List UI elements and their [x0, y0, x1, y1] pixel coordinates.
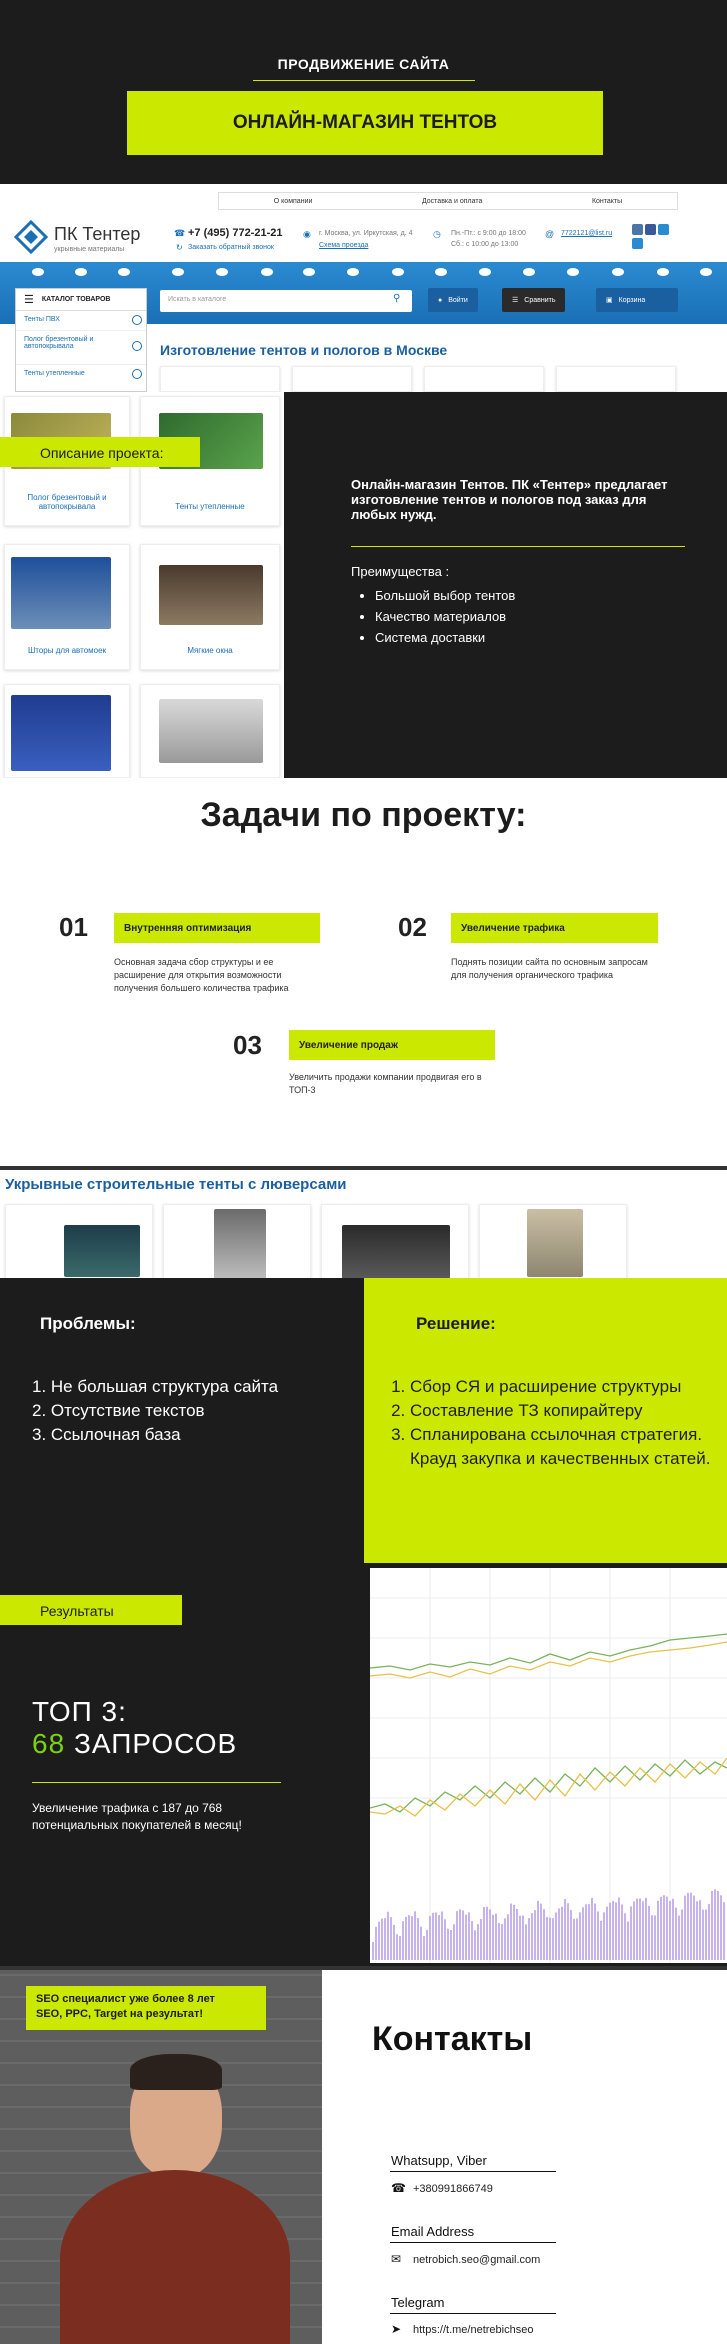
traffic-bar [603, 1912, 605, 1960]
site-phone[interactable]: +7 (495) 772-21-21 [188, 227, 283, 239]
traffic-bar [675, 1908, 677, 1960]
traffic-bar [633, 1901, 635, 1960]
top-word: ЗАПРОСОВ [73, 1728, 238, 1759]
login-button[interactable] [428, 288, 478, 312]
task-heading: Увеличение трафика [451, 913, 658, 943]
traffic-bar [531, 1913, 533, 1960]
traffic-bar [447, 1929, 449, 1960]
clock-icon: ◷ [433, 229, 441, 239]
traffic-bar [708, 1904, 710, 1960]
task-number: 03 [233, 1030, 262, 1060]
product-card[interactable] [4, 684, 130, 778]
whatsapp-label: Whatsupp, Viber [391, 2153, 487, 2168]
product-card-stub [479, 1204, 627, 1282]
traffic-bar [426, 1930, 428, 1960]
traffic-bar [621, 1904, 623, 1960]
task-number: 02 [398, 912, 427, 942]
traffic-bar [549, 1917, 551, 1960]
email-link[interactable]: netrobich.seo@gmail.com [413, 2254, 541, 2266]
traffic-bar [687, 1893, 689, 1960]
solution-title: Решение: [416, 1314, 496, 1333]
tasks-section [0, 778, 727, 1166]
traffic-bar [402, 1921, 404, 1960]
traffic-bar [465, 1915, 467, 1960]
traffic-bar [489, 1909, 491, 1960]
traffic-bar [579, 1912, 581, 1960]
traffic-bar [615, 1902, 617, 1960]
solution-list [388, 1375, 718, 1471]
traffic-bar [384, 1918, 386, 1960]
traffic-bar [645, 1898, 647, 1960]
traffic-bar [681, 1910, 683, 1960]
site-header-mock [0, 184, 727, 392]
product-image [342, 1225, 450, 1279]
project-info-panel [284, 392, 727, 778]
traffic-bar [390, 1917, 392, 1960]
traffic-bar [630, 1906, 632, 1960]
traffic-bar [372, 1942, 374, 1960]
traffic-bar [717, 1891, 719, 1960]
top-queries [32, 1728, 237, 1760]
project-divider [351, 546, 685, 547]
results-section [0, 1568, 727, 1966]
traffic-bar [477, 1924, 479, 1960]
diamond-logo-icon [14, 220, 48, 254]
task-heading: Внутренняя оптимизация [114, 913, 320, 943]
product-image [159, 565, 263, 625]
traffic-bar [480, 1919, 482, 1960]
traffic-bar [597, 1911, 599, 1960]
traffic-bar [540, 1904, 542, 1960]
traffic-bar [462, 1911, 464, 1960]
traffic-bar [429, 1916, 431, 1960]
product-image [527, 1209, 583, 1277]
product-image [64, 1225, 140, 1277]
traffic-bar [600, 1921, 602, 1960]
product-image [11, 695, 111, 771]
traffic-bar [711, 1891, 713, 1960]
traffic-bar [468, 1912, 470, 1960]
chevron-down-icon [132, 315, 142, 325]
problems-title: Проблемы: [40, 1314, 136, 1333]
instagram-icon[interactable] [658, 224, 669, 235]
traffic-bar [618, 1898, 620, 1960]
hero-divider [253, 80, 475, 81]
solution-item: 3. Спланирована ссылочная стратегия. Крауд закупка и качественных статей. [410, 1423, 718, 1471]
traffic-bar [408, 1915, 410, 1960]
traffic-bar [510, 1904, 512, 1960]
product-card[interactable] [140, 544, 280, 670]
traffic-bar [624, 1913, 626, 1960]
top-menu-item[interactable]: Контакты [591, 197, 623, 205]
results-label: Результаты [0, 1595, 182, 1625]
traffic-bar [534, 1910, 536, 1960]
logo-name: ПК Тентер [54, 224, 141, 244]
traffic-bar [378, 1922, 380, 1960]
traffic-bar [567, 1903, 569, 1960]
hero-section [0, 0, 727, 184]
tasks-title: Задачи по проекту: [200, 796, 527, 834]
strip-heading: Укрывные строительные тенты с люверсами [5, 1176, 347, 1193]
project-label: Описание проекта: [0, 437, 200, 467]
traffic-bar [543, 1909, 545, 1960]
traffic-bar [417, 1918, 419, 1960]
traffic-graphs [370, 1568, 727, 1963]
top-menu-item[interactable]: О компании [273, 197, 313, 205]
task-text: Основная задача сбор структуры и ее расширение для открытия возможности получения большего количества трафика [114, 957, 289, 993]
product-image [159, 699, 263, 763]
scheme-link[interactable]: Схема проезда [319, 242, 369, 249]
traffic-bar [423, 1936, 425, 1960]
traffic-bar [501, 1924, 503, 1960]
graph-bars [372, 1889, 725, 1960]
photo-hair [130, 2054, 222, 2090]
traffic-bar [627, 1922, 629, 1960]
results-text: Увеличение трафика с 187 до 768 потенциальных покупателей в месяц! [32, 1801, 242, 1832]
traffic-bar [702, 1910, 704, 1960]
traffic-bar [522, 1915, 524, 1960]
traffic-bar [504, 1918, 506, 1960]
contact-divider [390, 2171, 556, 2172]
graph-line-green [370, 1634, 727, 1670]
badge-line-1: SEO специалист уже более 8 лет [36, 1993, 215, 2005]
problems-list [32, 1375, 352, 1447]
advantage-item: • Система доставки [375, 627, 515, 648]
hero-title: ОНЛАЙН-МАГАЗИН ТЕНТОВ [127, 91, 603, 155]
problem-item: 1. Не большая структура сайта [32, 1375, 352, 1399]
traffic-bar [483, 1907, 485, 1960]
contacts-section [0, 1966, 727, 2344]
traffic-bar [453, 1924, 455, 1960]
traffic-bar [585, 1904, 587, 1960]
hours-line-1: Пн.-Пт.: с 9:00 до 18:00 [451, 230, 526, 237]
traffic-bar [660, 1897, 662, 1960]
top-line: ТОП 3: [32, 1696, 127, 1727]
traffic-bar [720, 1895, 722, 1960]
catalog-item-label: Полог брезентовый и автопокрывала [24, 336, 94, 350]
problem-item: 2. Отсутствие текстов [32, 1399, 352, 1423]
catalog-item-label: Тенты ПВХ [24, 316, 60, 323]
contacts-title: Контакты [372, 2020, 533, 2058]
traffic-bar [528, 1918, 530, 1960]
traffic-bar [654, 1915, 656, 1960]
problems-section [0, 1278, 727, 1568]
traffic-bar [678, 1916, 680, 1960]
contact-divider [390, 2242, 556, 2243]
contact-divider [390, 2313, 556, 2314]
product-card[interactable] [140, 684, 280, 778]
traffic-bar [672, 1899, 674, 1960]
login-label: Войти [448, 296, 468, 304]
site-logo[interactable] [14, 220, 154, 258]
traffic-bar [525, 1924, 527, 1960]
traffic-bar [546, 1917, 548, 1960]
traffic-bar [573, 1919, 575, 1960]
traffic-bar [684, 1896, 686, 1960]
traffic-bar [588, 1904, 590, 1960]
traffic-bar [612, 1901, 614, 1960]
traffic-bar [558, 1908, 560, 1960]
logo-tagline: укрывные материалы [54, 246, 125, 253]
catalog-item[interactable] [16, 331, 146, 365]
traffic-bar [513, 1905, 515, 1960]
telegram-link[interactable]: https://t.me/netrebichseo [413, 2324, 534, 2336]
traffic-bar [609, 1903, 611, 1960]
traffic-bar [474, 1930, 476, 1960]
traffic-bar [555, 1913, 557, 1960]
traffic-bar [696, 1901, 698, 1960]
traffic-bar [693, 1896, 695, 1960]
paper-plane-icon: ➤ [391, 2322, 402, 2336]
traffic-bar [486, 1907, 488, 1960]
top-number: 68 [32, 1728, 66, 1759]
product-caption: Шторы для автомоек [27, 646, 107, 655]
task-heading: Увеличение продаж [289, 1030, 495, 1060]
traffic-bar [576, 1918, 578, 1960]
catalog-label: КАТАЛОГ ТОВАРОВ [41, 296, 111, 303]
vk-icon[interactable] [632, 224, 643, 235]
traffic-bar [552, 1918, 554, 1960]
chevron-down-icon [132, 341, 142, 351]
cart-label: Корзина [618, 296, 646, 304]
traffic-bar [438, 1915, 440, 1960]
badge-line-2: SEO, PPC, Target на результат! [36, 2008, 204, 2020]
traffic-bar [411, 1916, 413, 1960]
traffic-bar [420, 1927, 422, 1960]
hero-subtitle: ПРОДВИЖЕНИЕ САЙТА [277, 56, 450, 72]
product-caption: Полог брезентовый и автопокрывала [27, 493, 107, 511]
phone-icon: ☎ [391, 2181, 406, 2195]
traffic-bar [636, 1899, 638, 1960]
cart-button[interactable] [596, 288, 678, 312]
traffic-bar [444, 1919, 446, 1960]
traffic-bar [657, 1901, 659, 1960]
traffic-bar [381, 1919, 383, 1960]
facebook-icon[interactable] [645, 224, 656, 235]
top-menu-item[interactable]: Доставка и оплата [421, 197, 483, 205]
location-icon: ◉ [303, 229, 311, 239]
advantages-list [375, 585, 515, 648]
project-title: Онлайн-магазин Тентов. ПК «Тентер» предлагает изготовление тентов и пологов под заказ для любых нужд. [351, 477, 668, 522]
traffic-bar [432, 1913, 434, 1960]
compare-icon: ☰ [512, 297, 519, 304]
product-image [214, 1209, 266, 1279]
traffic-bar [651, 1915, 653, 1960]
site-strip-mock [0, 1166, 727, 1278]
catalog-item-label: Тенты утепленные [24, 370, 85, 377]
site-search-input[interactable]: Искать в каталоге [160, 290, 412, 312]
traffic-bar [690, 1893, 692, 1960]
traffic-bar [375, 1927, 377, 1960]
traffic-bar [387, 1912, 389, 1960]
product-caption: Мягкие окна [187, 646, 233, 655]
email-label: Email Address [391, 2224, 475, 2239]
traffic-bar [582, 1907, 584, 1960]
top-menu [218, 192, 678, 210]
graph-line-yellow-2 [370, 1758, 727, 1816]
envelope-icon: ✉ [391, 2252, 402, 2266]
social-icons [632, 224, 680, 258]
traffic-bar [435, 1912, 437, 1960]
traffic-bar [405, 1917, 407, 1960]
graph-line-yellow [370, 1642, 727, 1678]
catalog-item[interactable] [16, 311, 146, 331]
traffic-bar [459, 1909, 461, 1960]
traffic-bar [606, 1907, 608, 1960]
traffic-bar [396, 1934, 398, 1960]
project-section [0, 392, 727, 778]
product-card-stub [321, 1204, 469, 1282]
traffic-bar [648, 1906, 650, 1960]
product-card[interactable] [4, 544, 130, 670]
compare-button[interactable] [502, 288, 565, 312]
task-text: Увеличить продажи компании продвигая его в ТОП-3 [289, 1072, 482, 1095]
traffic-bar [492, 1915, 494, 1960]
traffic-bar [471, 1921, 473, 1960]
traffic-bar [414, 1911, 416, 1960]
hours-line-2: Сб.: с 10:00 до 13:00 [451, 241, 519, 248]
traffic-bar [594, 1904, 596, 1960]
task-number: 01 [59, 912, 88, 942]
traffic-bar [723, 1902, 725, 1960]
traffic-bar [498, 1923, 500, 1960]
solution-item: 1. Сбор СЯ и расширение структуры [410, 1375, 718, 1399]
results-divider [32, 1782, 281, 1783]
traffic-bar [714, 1889, 716, 1960]
traffic-bar [591, 1898, 593, 1960]
traffic-bar [669, 1901, 671, 1960]
site-heading: Изготовление тентов и пологов в Москве [160, 342, 448, 358]
traffic-bar [666, 1897, 668, 1960]
traffic-bar [564, 1899, 566, 1960]
hamburger-icon: ☰ [24, 294, 34, 306]
traffic-bar [642, 1901, 644, 1960]
catalog-menu [15, 288, 147, 392]
traffic-bar [705, 1910, 707, 1960]
refresh-icon: ↻ [176, 243, 183, 252]
traffic-bar [561, 1907, 563, 1960]
solution-item: 2. Составление ТЗ копирайтеру [410, 1399, 718, 1423]
catalog-toggle[interactable] [16, 289, 146, 311]
traffic-bar [441, 1911, 443, 1960]
product-card-stub [163, 1204, 311, 1282]
site-email[interactable]: 7722121@list.ru [561, 230, 613, 237]
traffic-bar [495, 1914, 497, 1960]
site-address: г. Москва, ул. Иркутская, д. 4 [319, 230, 413, 237]
product-image [11, 557, 111, 629]
traffic-bar [537, 1901, 539, 1960]
search-icon[interactable]: ⚲ [393, 293, 401, 304]
youtube-icon[interactable] [632, 238, 643, 249]
problem-item: 3. Ссылочная база [32, 1423, 352, 1447]
advantage-item: • Большой выбор тентов [375, 585, 515, 606]
traffic-bar [639, 1898, 641, 1960]
chevron-down-icon [132, 369, 142, 379]
traffic-bar [450, 1930, 452, 1960]
specialist-badge [26, 1986, 266, 2030]
traffic-bar [456, 1911, 458, 1960]
traffic-bar [507, 1914, 509, 1960]
product-card-stub [5, 1204, 153, 1282]
task-text: Поднять позиции сайта по основным запросам для получения органического трафика [451, 957, 648, 980]
cart-icon: ▣ [606, 297, 613, 304]
advantage-item: • Качество материалов [375, 606, 515, 627]
traffic-bar [699, 1900, 701, 1960]
product-card-stub [292, 366, 412, 392]
traffic-bar [519, 1916, 521, 1960]
traffic-bar [393, 1925, 395, 1960]
product-card-stub [424, 366, 544, 392]
mail-icon: @ [545, 229, 555, 239]
traffic-graph-svg [370, 1568, 727, 1963]
compare-label: Сравнить [524, 296, 556, 304]
traffic-bar [663, 1895, 665, 1960]
traffic-bar [516, 1909, 518, 1960]
advantages-label: Преимущества : [351, 564, 450, 579]
user-icon: ● [438, 296, 443, 304]
catalog-item[interactable] [16, 365, 146, 385]
phone-link[interactable]: +380991866749 [413, 2183, 493, 2195]
callback-link[interactable]: Заказать обратный звонок [188, 244, 274, 251]
product-caption: Тенты утепленные [175, 502, 245, 511]
traffic-bar [399, 1936, 401, 1960]
product-card-stub [556, 366, 676, 392]
traffic-bar [570, 1910, 572, 1960]
solution-panel [364, 1278, 727, 1563]
telegram-label: Telegram [391, 2295, 445, 2310]
product-card-stub [160, 366, 280, 392]
phone-icon: ☎ [174, 228, 186, 238]
photo-body [60, 2170, 290, 2344]
